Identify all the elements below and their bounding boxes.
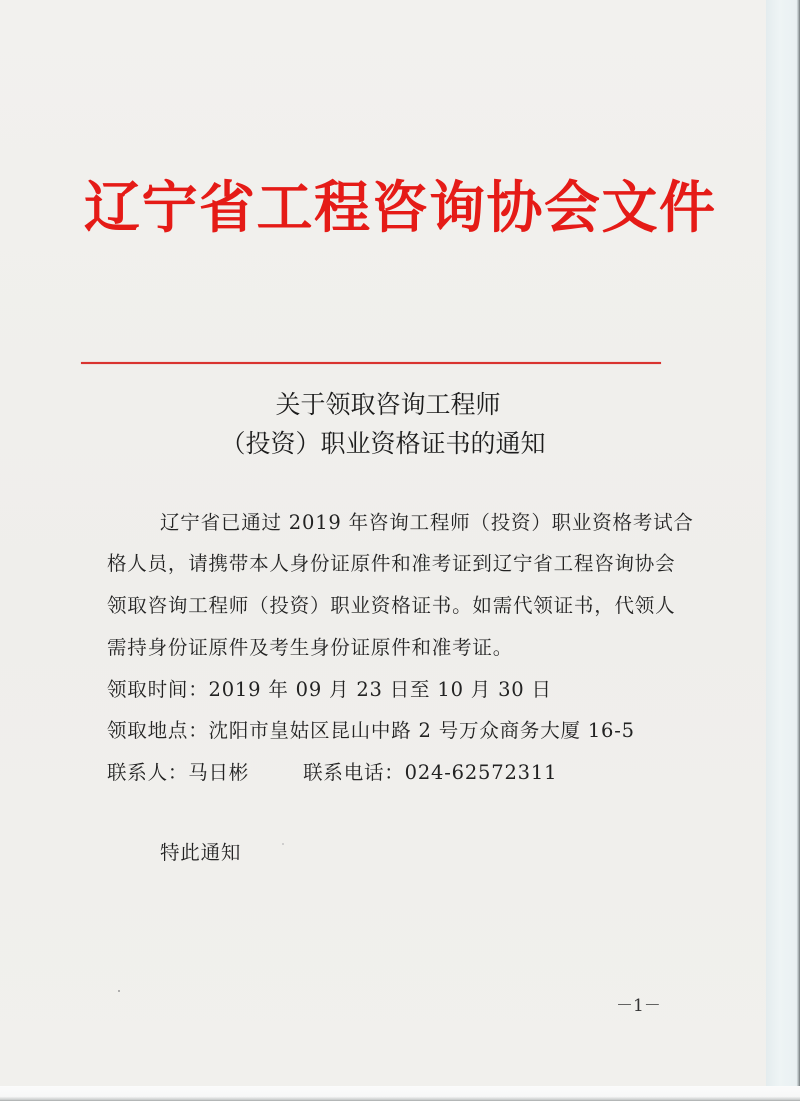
body-paragraph-line-2: 格人员，请携带本人身份证原件和准考证到辽宁省工程咨询协会: [107, 552, 676, 575]
notice-title-line-2: （投资）职业资格证书的通知: [220, 429, 546, 458]
pickup-time-value: 2019 年 09 月 23 日至 10 月 30 日: [208, 678, 552, 701]
pickup-location-value: 沈阳市皇姑区昆山中路 2 号万众商务大厦 16-5: [208, 719, 635, 742]
contact-phone-value: 024-62572311: [404, 761, 558, 784]
pickup-location-row: [107, 717, 635, 745]
page-number: －1－: [616, 996, 661, 1016]
contact-person-value: 马日彬: [188, 761, 250, 784]
pickup-time-row: [107, 676, 552, 704]
pickup-time-label: 领取时间：: [107, 678, 209, 701]
body-paragraph-line-1: 辽宁省已通过 2019 年咨询工程师（投资）职业资格考试合: [160, 511, 694, 534]
scanner-bed-edge-right: [766, 0, 800, 1101]
closing-remark: 特此通知: [160, 841, 242, 864]
masthead-divider-rule: [81, 362, 661, 364]
document-masthead: 辽宁省工程咨询协会文件: [84, 175, 717, 241]
contact-phone-label: 联系电话：: [303, 761, 405, 784]
contact-person-label: 联系人：: [107, 761, 189, 784]
body-paragraph-line-4: 需持身份证原件及考生身份证原件和准考证。: [107, 636, 514, 659]
pickup-location-label: 领取地点：: [107, 719, 209, 742]
scan-speck: [282, 843, 284, 845]
scanner-bed-edge-bottom: [0, 1086, 800, 1101]
body-paragraph-line-3: 领取咨询工程师（投资）职业资格证书。如需代领证书，代领人: [107, 594, 676, 617]
notice-title-line-1: 关于领取咨询工程师: [275, 390, 501, 419]
contact-row: [107, 759, 557, 787]
scan-speck: [118, 990, 120, 992]
